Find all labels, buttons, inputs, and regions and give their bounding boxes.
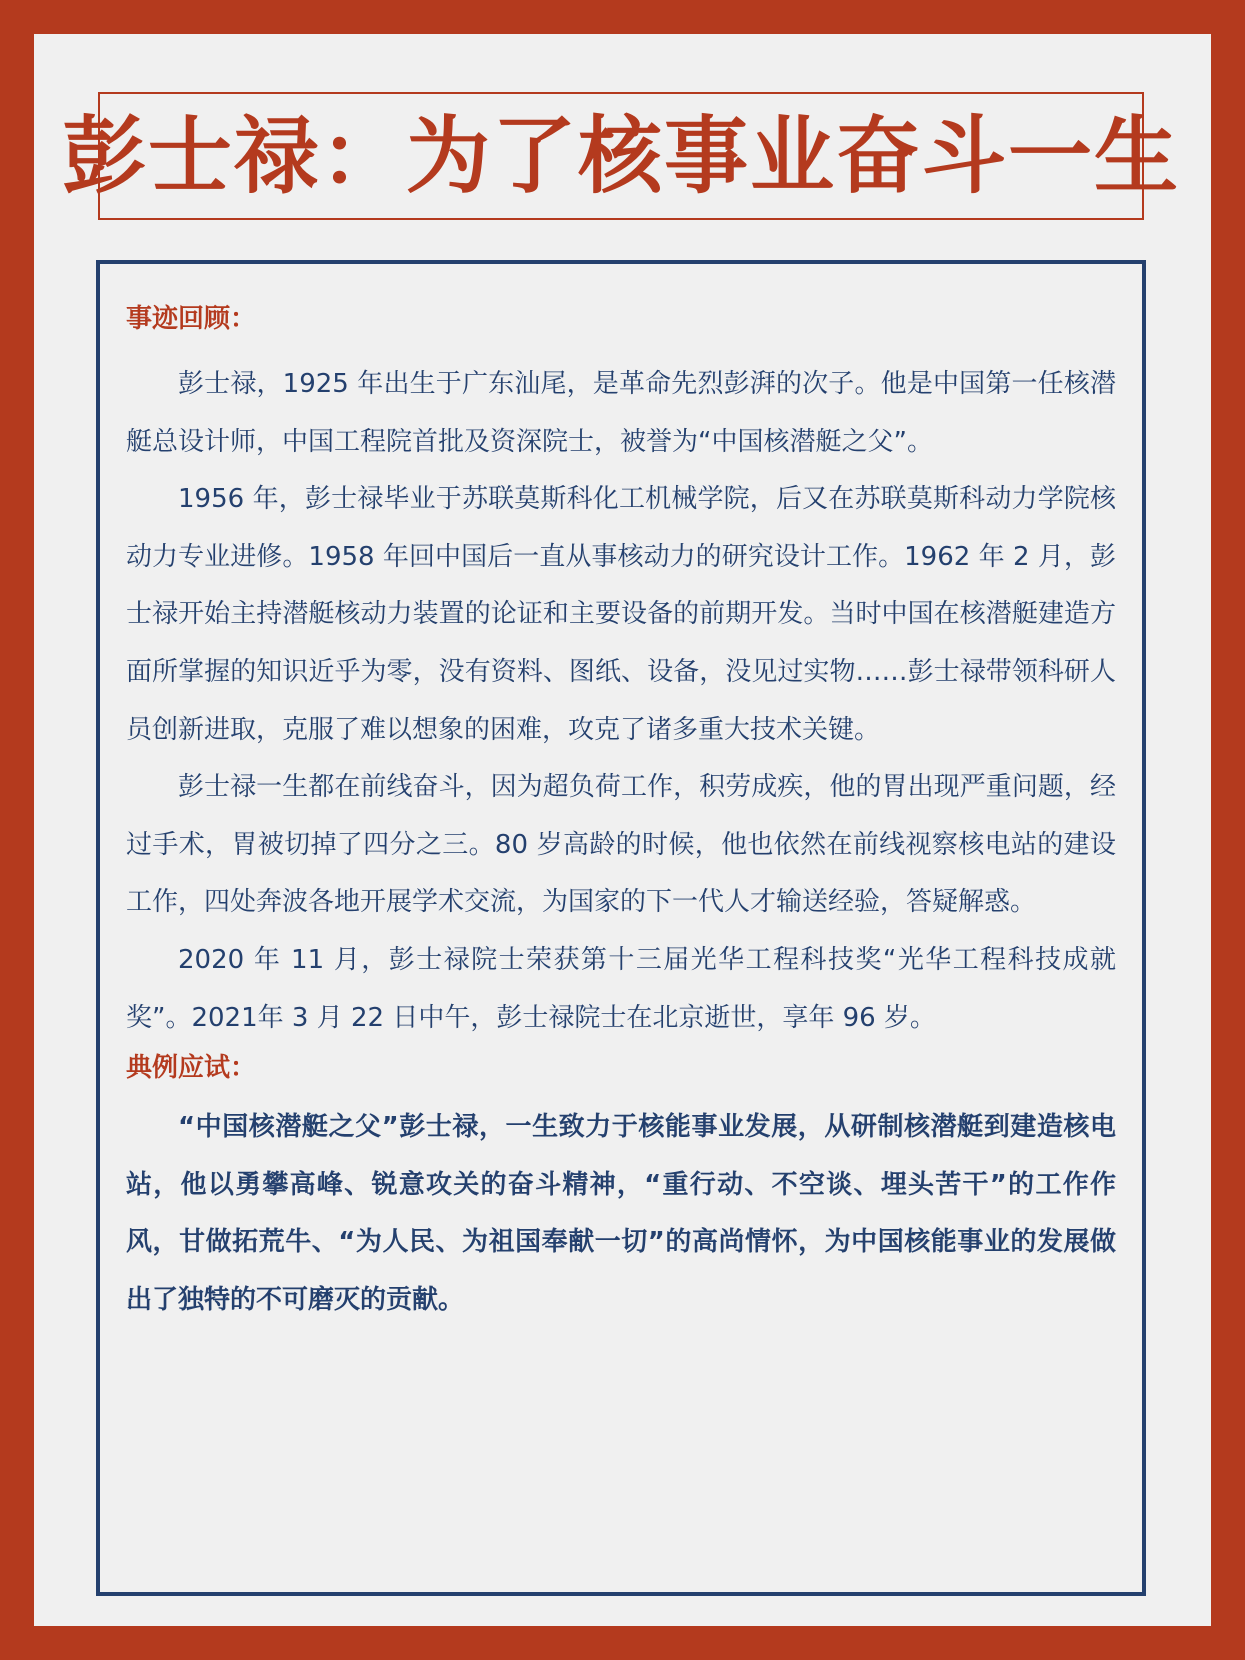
usage-paragraph: “中国核潜艇之父”彭士禄，一生致力于核能事业发展，从研制核潜艇到建造核电站，他以勇攀高峰、锐意攻关的奋斗精神，“重行动、不空谈、埋头苦干”的工作作风，甘做拓荒牛、“为人民、为祖国奉献一切”的高尚情怀，为中国核能事业的发展做出了独特的不可磨灭的贡献。 — [126, 1112, 1116, 1315]
review-paragraph-2: 1956 年，彭士禄毕业于苏联莫斯科化工机械学院，后又在苏联莫斯科动力学院核动力专业进修。1958 年回中国后一直从事核动力的研究设计工作。1962 年 2 月，彭士禄开始主持潜艇核动力装置的论证和主要设备的前期开发。当时中国在核潜艇建造方面所掌握的知识近乎为零，没有资料、图纸、设备，没见过实物……彭士禄带领科研人员创新进取，克服了难以想象的困难，攻克了诸多重大技术关键。 — [126, 484, 1116, 745]
content-frame — [96, 260, 1146, 1596]
review-paragraph-1: 彭士禄，1925 年出生于广东汕尾，是革命先烈彭湃的次子。他是中国第一任核潜艇总设计师，中国工程院首批及资深院士，被誉为“中国核潜艇之父”。 — [126, 369, 1116, 457]
review-heading: 事迹回顾： — [126, 304, 257, 334]
review-paragraph-4: 2020 年 11 月，彭士禄院士荣获第十三届光华工程科技奖“光华工程科技成就奖”。2021年 3 月 22 日中午，彭士禄院士在北京逝世，享年 96 岁。 — [126, 944, 1116, 1033]
usage-heading: 典例应试： — [126, 1053, 257, 1084]
review-paragraph-3: 彭士禄一生都在前线奋斗，因为超负荷工作，积劳成疾，他的胃出现严重问题，经过手术，胃被切掉了四分之三。80 岁高龄的时候，他也依然在前线视察核电站的建设工作，四处奔波各地开展学术交流，为国家的下一代人才输送经验，答疑解惑。 — [126, 772, 1116, 918]
title-frame — [62, 92, 1181, 220]
page-title: 彭士禄：为了核事业奋斗一生 — [62, 107, 1181, 205]
page-sheet — [34, 34, 1211, 1626]
